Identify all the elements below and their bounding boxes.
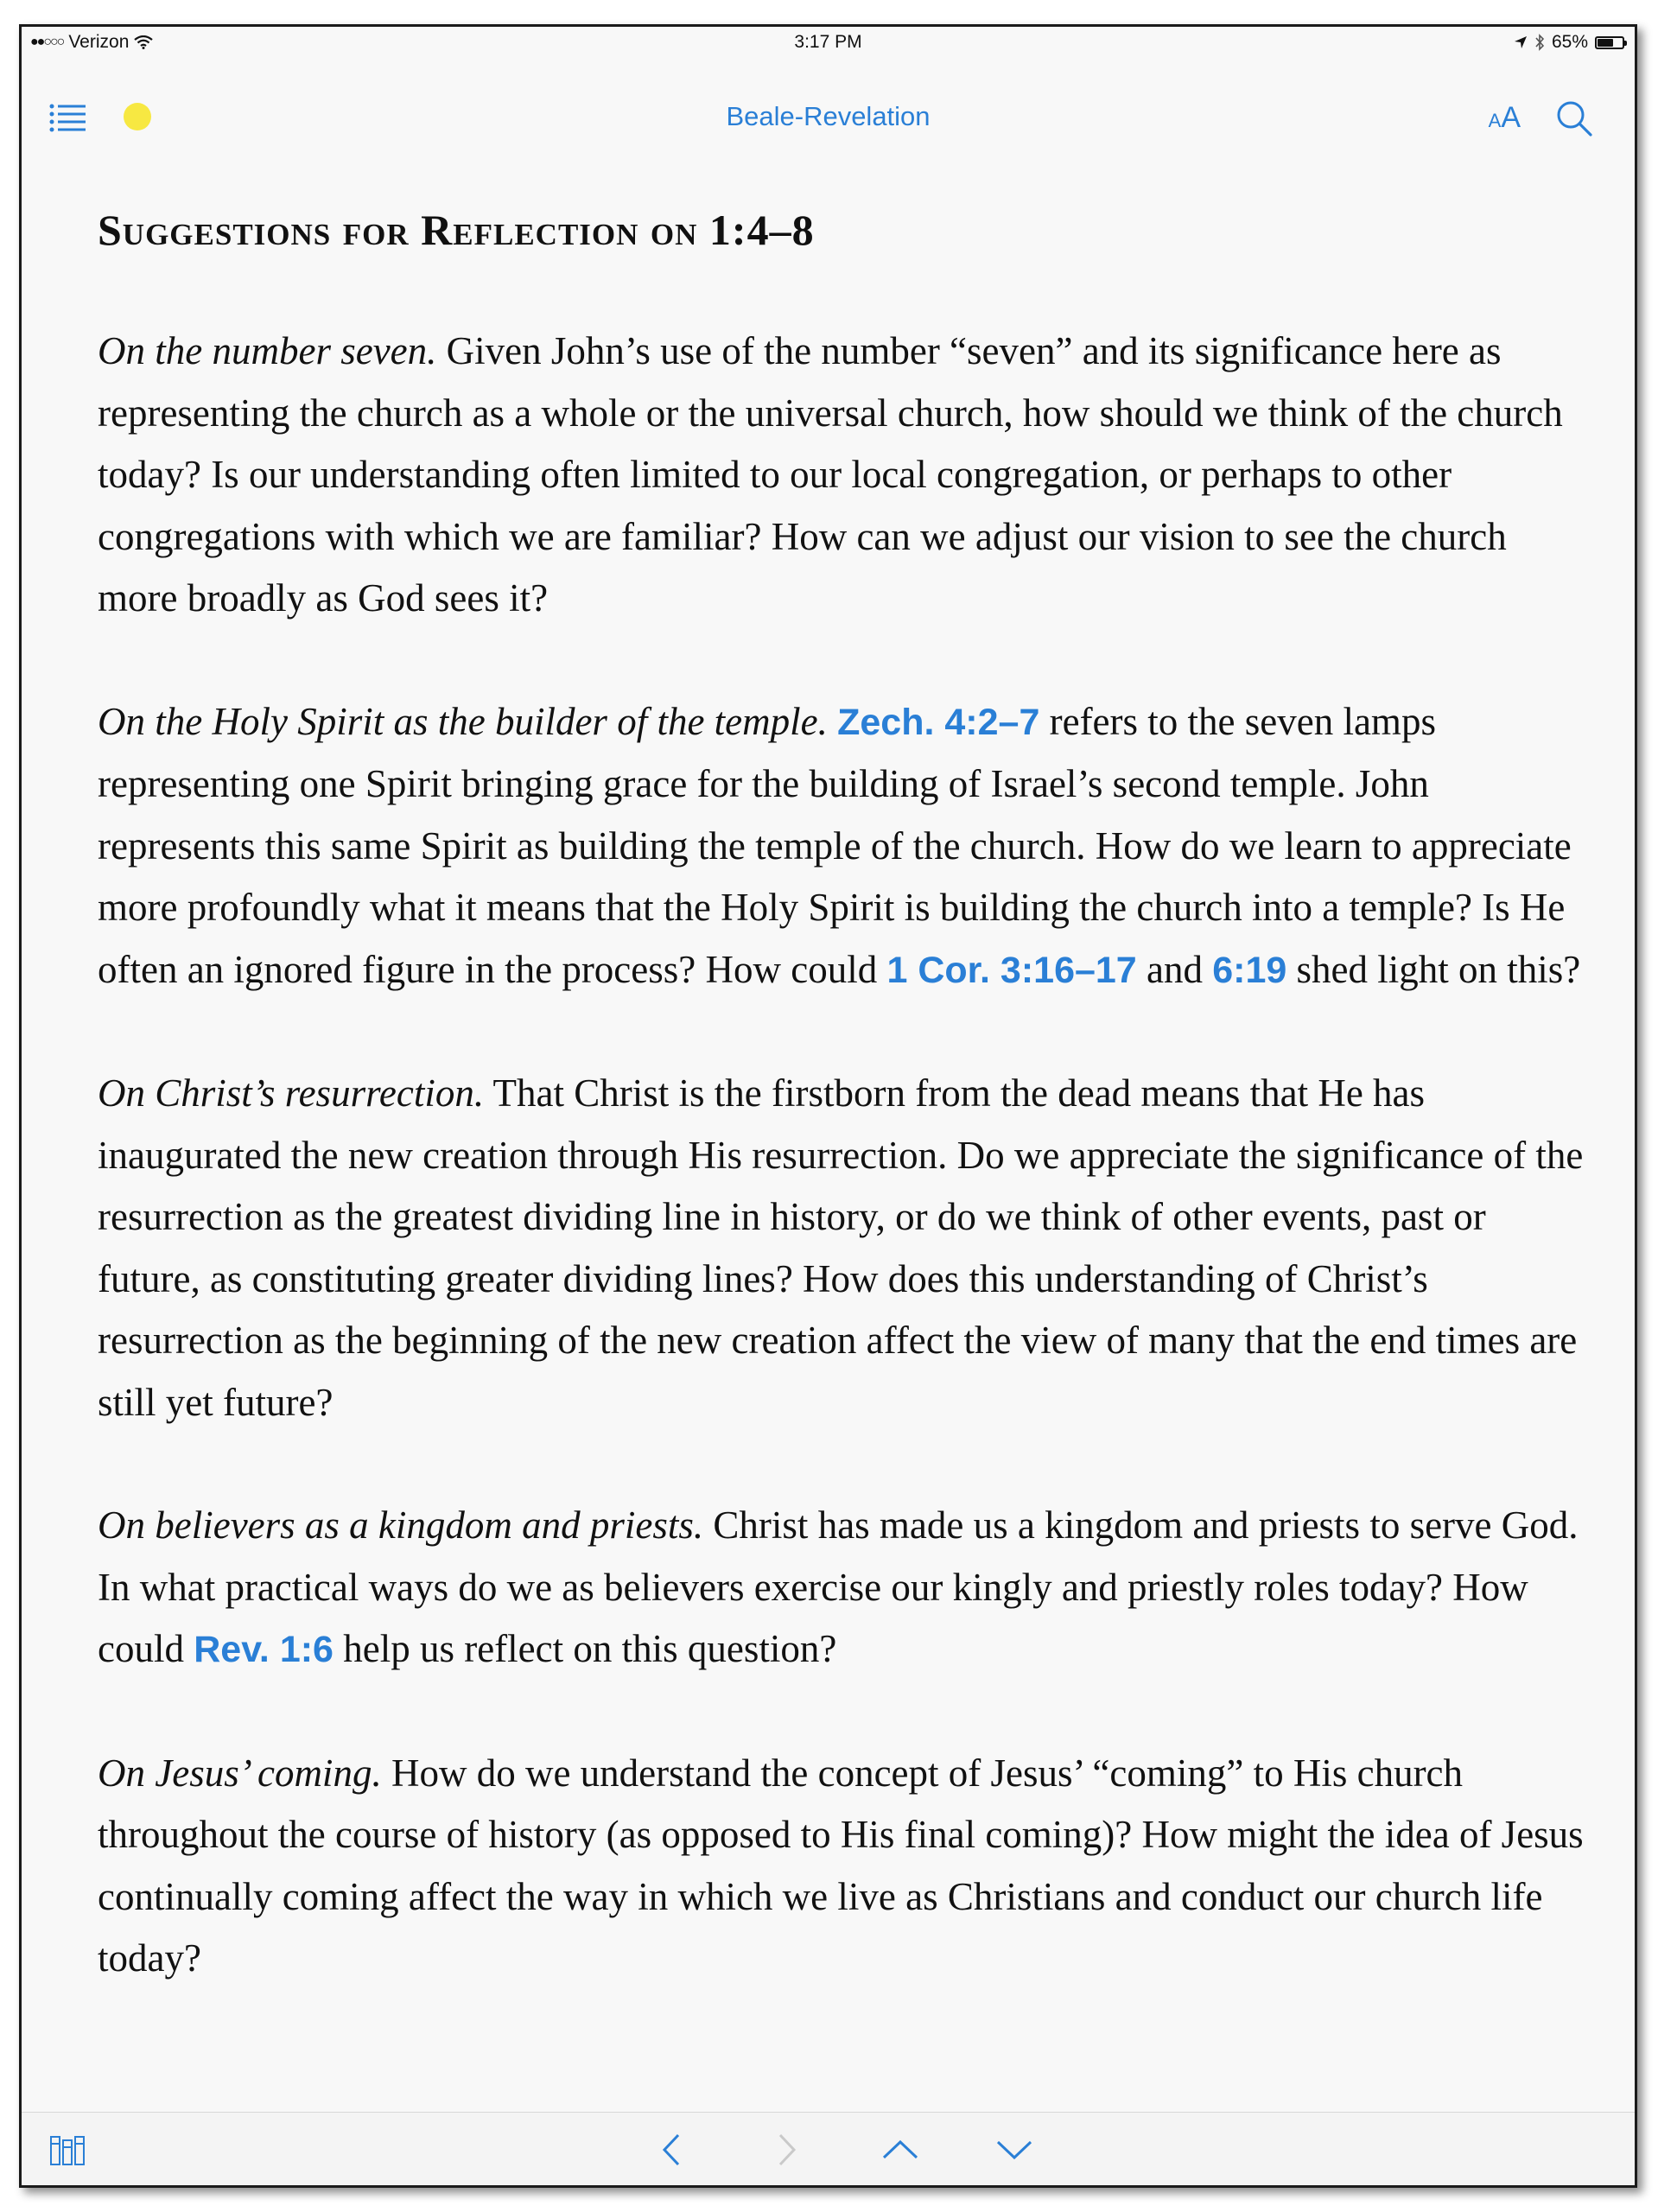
- paragraph-text: shed light on this?: [1286, 947, 1581, 991]
- paragraph-text: Given John’s use of the number “seven” and its significance here as representing the church as a whole or the universal church, how should we think of the church today? Is our understanding often limited to our local congregation, or perhaps to other congregations with which we are familiar? How can we adjust our vision to see the church more broadly as God sees it?: [98, 329, 1563, 620]
- forward-chevron-icon[interactable]: [765, 2128, 808, 2171]
- scripture-link-6-19[interactable]: 6:19: [1212, 949, 1287, 991]
- scripture-link-zech[interactable]: Zech. 4:2–7: [837, 701, 1040, 743]
- paragraph-text: How do we understand the concept of Jesus’ “coming” to His church throughout the course of history (as opposed to His final coming)? How might the idea of Jesus continually coming affect the way in which we live as Christians and conduct our church life today?: [98, 1751, 1584, 1980]
- reflection-paragraph-kingdom: [98, 1495, 1584, 1681]
- bluetooth-icon: [1534, 34, 1545, 51]
- down-chevron-icon[interactable]: [993, 2128, 1036, 2171]
- search-icon[interactable]: [1555, 99, 1593, 137]
- font-size-large-label: A: [1501, 101, 1521, 134]
- paragraph-text: help us reflect on this question?: [333, 1627, 837, 1670]
- font-size-small-label: A: [1488, 110, 1502, 131]
- library-icon[interactable]: [48, 2128, 91, 2171]
- bottom-toolbar: [22, 2112, 1635, 2185]
- paragraph-text: That Christ is the firstborn from the dead means that He has inaugurated the new creation through His resurrection. Do we appreciate the significance of the resurrection as the greatest dividing line in history, or do we think of other events, past or future, as constituting greater dividing lines? How does this understanding of Christ’s resurrection as the beginning of the new creation affect the view of many that the end times are still yet future?: [98, 1071, 1584, 1424]
- paragraph-lead: On the number seven.: [98, 329, 437, 372]
- section-heading: Suggestions for Reflection on 1:4–8: [98, 206, 815, 254]
- font-size-icon[interactable]: [1489, 101, 1521, 135]
- paragraph-lead: On Jesus’ coming.: [98, 1751, 382, 1795]
- reader-content: [98, 200, 1584, 2051]
- app-window: [19, 24, 1637, 2188]
- paragraph-text: refers to the seven lamps representing one Spirit bringing grace for the building of Israel’s second temple. John represents this same Spirit as building the temple of the church. How do we learn to appreciate more profoundly what it means that the Holy Spirit is building the church into a temple? Is He often an ignored figure in the process? How could: [98, 699, 1572, 991]
- reflection-paragraph-holy-spirit: [98, 691, 1584, 1002]
- status-bar: [22, 27, 1635, 58]
- location-icon: [1514, 35, 1528, 49]
- battery-percent: 65%: [1551, 32, 1588, 52]
- paragraph-text: and: [1136, 947, 1213, 991]
- navigation-bar: [22, 58, 1635, 144]
- paragraph-lead: On the Holy Spirit as the builder of the temple.: [98, 699, 828, 743]
- scripture-link-1cor[interactable]: 1 Cor. 3:16–17: [886, 949, 1137, 991]
- paragraph-lead: On believers as a kingdom and priests.: [98, 1503, 704, 1547]
- paragraph-text: Christ has made us a kingdom and priests to serve God. In what practical ways do we as believers exercise our kingly and priestly roles today? How could: [98, 1503, 1579, 1670]
- back-chevron-icon[interactable]: [651, 2128, 694, 2171]
- scripture-link-rev[interactable]: Rev. 1:6: [194, 1629, 334, 1670]
- paragraph-lead: On Christ’s resurrection.: [98, 1071, 485, 1115]
- signal-icon: ●●○○○: [30, 35, 64, 49]
- book-title: Beale-Revelation: [726, 101, 931, 131]
- reflection-paragraph-seven: [98, 321, 1584, 630]
- clock: 3:17 PM: [794, 32, 862, 52]
- up-chevron-icon[interactable]: [879, 2128, 922, 2171]
- reflection-paragraph-coming: [98, 1743, 1584, 1990]
- battery-icon: [1595, 36, 1624, 49]
- reflection-paragraph-resurrection: [98, 1063, 1584, 1433]
- carrier-label: Verizon: [68, 32, 130, 52]
